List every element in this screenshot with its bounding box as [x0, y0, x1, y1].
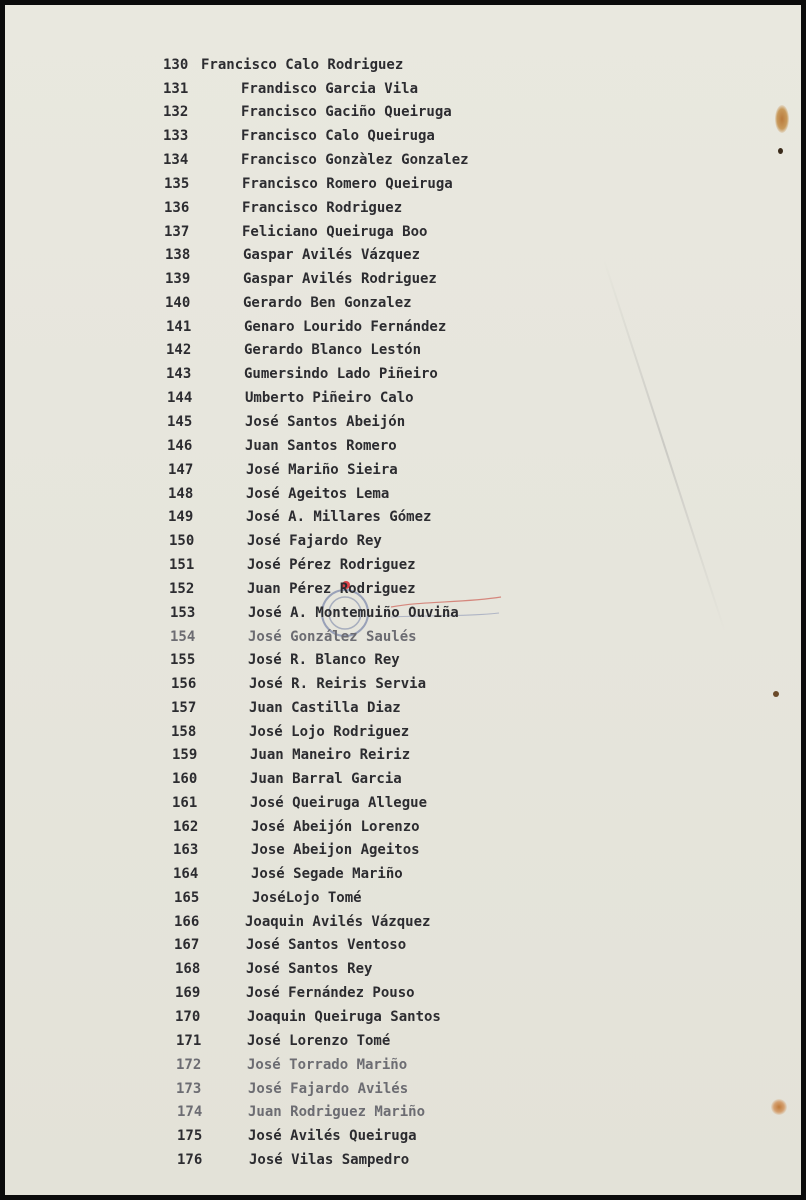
- entry-number: 142: [166, 342, 192, 358]
- entry-number: 159: [172, 747, 198, 763]
- entry-number: 148: [168, 486, 194, 502]
- list-item: [5, 791, 705, 815]
- list-item: [5, 767, 705, 791]
- entry-name: José A. Montemuiño Ouviña: [248, 605, 459, 621]
- entry-name: Gerardo Blanco Lestón: [244, 342, 422, 358]
- entry-name: José Avilés Queiruga: [248, 1128, 417, 1144]
- entry-number: 152: [169, 581, 195, 597]
- entry-number: 151: [169, 557, 195, 573]
- entry-name: José A. Millares Gómez: [246, 509, 432, 525]
- entry-number: 136: [164, 200, 190, 216]
- entry-number: 147: [168, 462, 194, 478]
- entry-number: 169: [175, 985, 201, 1001]
- entry-name: Joaquin Avilés Vázquez: [245, 914, 431, 930]
- entry-number: 131: [163, 81, 189, 97]
- entry-name: José Segade Mariño: [251, 866, 403, 882]
- entry-name: José Fajardo Avilés: [248, 1081, 409, 1097]
- list-item: [5, 196, 705, 220]
- entry-name: José Fernández Pouso: [246, 985, 415, 1001]
- list-item: [5, 1053, 705, 1077]
- entry-name: José Mariño Sieira: [246, 462, 398, 478]
- list-item: [5, 529, 705, 553]
- entry-number: 173: [176, 1081, 202, 1097]
- entry-name: Juan Santos Romero: [245, 438, 397, 454]
- entry-name: José Abeijón Lorenzo: [251, 819, 420, 835]
- entry-number: 170: [175, 1009, 201, 1025]
- list-item: [5, 267, 705, 291]
- entry-number: 134: [163, 152, 189, 168]
- list-item: [5, 838, 705, 862]
- rust-stain: [771, 1099, 787, 1115]
- entry-name: Frandisco Garcia Vila: [241, 81, 419, 97]
- entry-number: 140: [165, 295, 191, 311]
- list-item: [5, 291, 705, 315]
- list-item: [5, 743, 705, 767]
- entry-number: 137: [164, 224, 190, 240]
- entry-number: 154: [170, 629, 196, 645]
- entry-name: Francisco Calo Rodriguez: [201, 57, 404, 73]
- list-item: [5, 672, 705, 696]
- entry-name: Francisco Gonzàlez Gonzalez: [241, 152, 469, 168]
- entry-number: 149: [168, 509, 194, 525]
- list-item: [5, 458, 705, 482]
- entry-name: José Santos Abeijón: [245, 414, 406, 430]
- entry-name: José Queiruga Allegue: [250, 795, 428, 811]
- list-item: [5, 1077, 705, 1101]
- entry-name: Jose Abeijon Ageitos: [251, 842, 420, 858]
- entry-number: 174: [177, 1104, 203, 1120]
- list-item: [5, 148, 705, 172]
- entry-name: José R. Reiris Servia: [249, 676, 427, 692]
- entry-name: Umberto Piñeiro Calo: [245, 390, 414, 406]
- entry-number: 138: [165, 247, 191, 263]
- entry-number: 143: [166, 366, 192, 382]
- entry-name: José Vilas Sampedro: [249, 1152, 410, 1168]
- list-item: [5, 77, 705, 101]
- entry-number: 165: [174, 890, 200, 906]
- list-item: [5, 362, 705, 386]
- list-item: [5, 648, 705, 672]
- document-page: [5, 5, 801, 1195]
- entry-number: 167: [174, 937, 200, 953]
- entry-name: Gerardo Ben Gonzalez: [243, 295, 412, 311]
- entry-name: Feliciano Queiruga Boo: [242, 224, 428, 240]
- rust-stain: [775, 105, 789, 133]
- entry-name: José Santos Ventoso: [246, 937, 407, 953]
- entry-number: 153: [170, 605, 196, 621]
- entry-name: Juan Castilla Diaz: [249, 700, 401, 716]
- list-item: [5, 815, 705, 839]
- list-item: [5, 1100, 705, 1124]
- entry-number: 160: [172, 771, 198, 787]
- list-item: [5, 720, 705, 744]
- list-item: [5, 243, 705, 267]
- entry-name: José Fajardo Rey: [247, 533, 382, 549]
- entry-number: 156: [171, 676, 197, 692]
- entry-name: Gaspar Avilés Vázquez: [243, 247, 421, 263]
- entry-name: Genaro Lourido Fernández: [244, 319, 447, 335]
- entry-name: JoséLojo Tomé: [252, 890, 362, 906]
- list-item: [5, 482, 705, 506]
- entry-name: Francisco Calo Queiruga: [241, 128, 435, 144]
- list-item: [5, 1029, 705, 1053]
- entry-number: 144: [167, 390, 193, 406]
- list-item: [5, 172, 705, 196]
- entry-name: Gumersindo Lado Piñeiro: [244, 366, 438, 382]
- entry-name: José Pérez Rodriguez: [247, 557, 416, 573]
- rust-stain: [778, 148, 783, 154]
- entry-number: 146: [167, 438, 193, 454]
- entry-number: 158: [171, 724, 197, 740]
- entry-number: 130: [163, 57, 189, 73]
- list-item: [5, 338, 705, 362]
- entry-name: Francisco Rodriguez: [242, 200, 403, 216]
- list-item: [5, 1148, 705, 1172]
- list-item: [5, 124, 705, 148]
- entry-name: Juan Rodriguez Mariño: [248, 1104, 426, 1120]
- list-item: [5, 625, 705, 649]
- entry-number: 141: [166, 319, 192, 335]
- entry-number: 168: [175, 961, 201, 977]
- list-item: [5, 886, 705, 910]
- list-item: [5, 933, 705, 957]
- entry-name: José Torrado Mariño: [247, 1057, 408, 1073]
- list-item: [5, 53, 705, 77]
- entry-number: 132: [163, 104, 189, 120]
- entry-name: José Ageitos Lema: [246, 486, 390, 502]
- list-item: [5, 410, 705, 434]
- entry-name: José R. Blanco Rey: [248, 652, 400, 668]
- list-item: [5, 1005, 705, 1029]
- entry-number: 172: [176, 1057, 202, 1073]
- entry-name: José Lorenzo Tomé: [247, 1033, 391, 1049]
- list-item: [5, 981, 705, 1005]
- entry-name: José Lojo Rodriguez: [249, 724, 410, 740]
- rust-stain: [773, 691, 779, 697]
- list-item: [5, 577, 705, 601]
- list-item: [5, 553, 705, 577]
- list-item: [5, 601, 705, 625]
- entry-number: 157: [171, 700, 197, 716]
- entry-number: 139: [165, 271, 191, 287]
- list-item: [5, 220, 705, 244]
- list-item: [5, 696, 705, 720]
- list-item: [5, 434, 705, 458]
- list-item: [5, 910, 705, 934]
- entry-name: Gaspar Avilés Rodriguez: [243, 271, 437, 287]
- entry-name: José González Saulés: [248, 629, 417, 645]
- list-item: [5, 957, 705, 981]
- entry-name: Francisco Gaciño Queiruga: [241, 104, 452, 120]
- entry-name: Juan Maneiro Reiriz: [250, 747, 411, 763]
- entry-number: 161: [172, 795, 198, 811]
- list-item: [5, 386, 705, 410]
- list-item: [5, 100, 705, 124]
- entry-name: Juan Pérez Rodriguez: [247, 581, 416, 597]
- entry-name: José Santos Rey: [246, 961, 373, 977]
- entry-number: 145: [167, 414, 193, 430]
- entry-name: Francisco Romero Queiruga: [242, 176, 453, 192]
- entry-number: 150: [169, 533, 195, 549]
- entry-number: 135: [164, 176, 190, 192]
- entry-name: Joaquin Queiruga Santos: [247, 1009, 441, 1025]
- entry-number: 155: [170, 652, 196, 668]
- list-item: [5, 1124, 705, 1148]
- entry-number: 162: [173, 819, 199, 835]
- entry-number: 164: [173, 866, 199, 882]
- list-item: [5, 315, 705, 339]
- entry-number: 133: [163, 128, 189, 144]
- entry-name: Juan Barral Garcia: [250, 771, 402, 787]
- entry-number: 175: [177, 1128, 203, 1144]
- entry-number: 171: [176, 1033, 202, 1049]
- entry-number: 163: [173, 842, 199, 858]
- list-item: [5, 862, 705, 886]
- entry-number: 176: [177, 1152, 203, 1168]
- entry-number: 166: [174, 914, 200, 930]
- list-item: [5, 505, 705, 529]
